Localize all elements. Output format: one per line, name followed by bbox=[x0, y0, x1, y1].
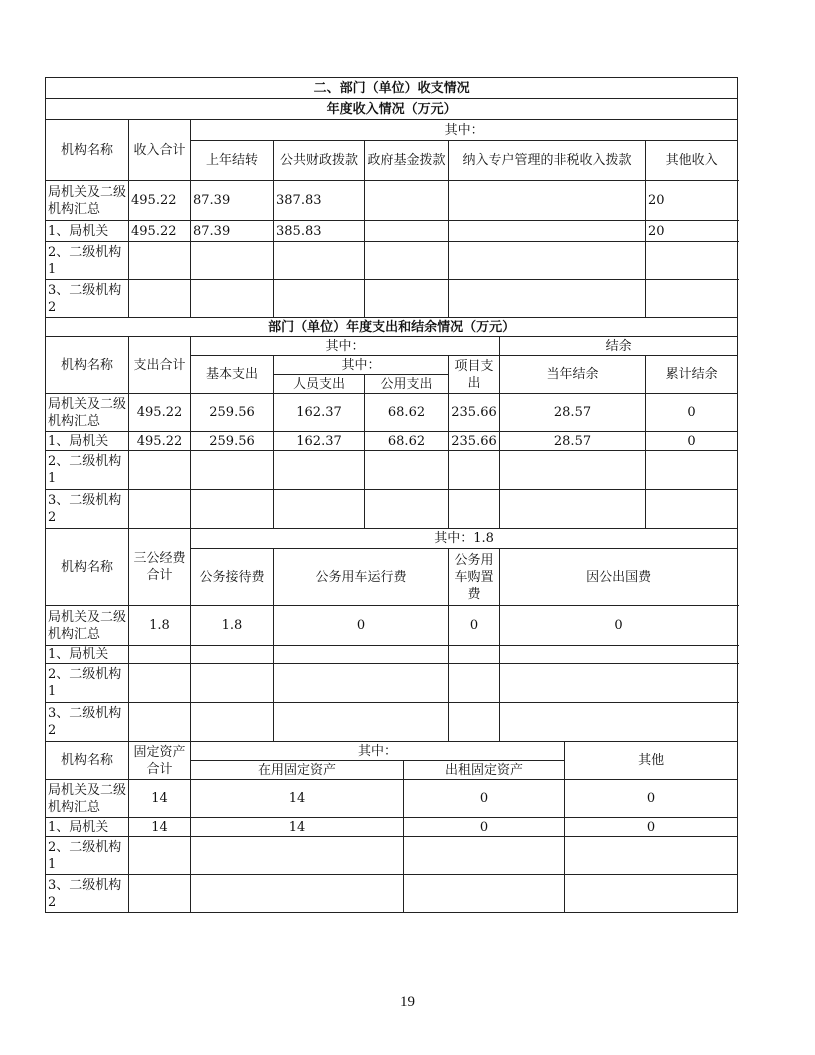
income-col-header: 公共财政拨款 bbox=[274, 141, 365, 181]
cell bbox=[274, 703, 449, 742]
cell: 28.57 bbox=[500, 432, 646, 451]
cell bbox=[449, 490, 500, 529]
cell: 495.22 bbox=[129, 432, 191, 451]
income-col-header: 政府基金拨款 bbox=[365, 141, 449, 181]
cell bbox=[274, 490, 365, 529]
current-balance-header: 当年结余 bbox=[500, 356, 646, 394]
cell bbox=[449, 703, 500, 742]
org-name: 3、二级机构2 bbox=[46, 875, 129, 913]
cell bbox=[565, 837, 738, 875]
expense-title: 部门（单位）年度支出和结余情况（万元） bbox=[46, 318, 738, 337]
cell bbox=[191, 242, 274, 280]
car-purchase-fee-header: 公务用车购置费 bbox=[449, 549, 500, 606]
table-row bbox=[46, 818, 738, 837]
cell bbox=[191, 703, 274, 742]
org-name: 1、局机关 bbox=[46, 818, 129, 837]
cell bbox=[274, 646, 449, 664]
income-title: 年度收入情况（万元） bbox=[46, 99, 738, 120]
cell bbox=[449, 221, 646, 242]
table-row bbox=[46, 280, 738, 318]
cell bbox=[449, 451, 500, 490]
cell bbox=[365, 451, 449, 490]
table-row bbox=[46, 221, 738, 242]
cell: 162.37 bbox=[274, 432, 365, 451]
cell bbox=[129, 875, 191, 913]
org-name: 2、二级机构1 bbox=[46, 837, 129, 875]
org-name: 局机关及二级机构汇总 bbox=[46, 181, 129, 221]
cell bbox=[274, 242, 365, 280]
in-use-assets-header: 在用固定资产 bbox=[191, 761, 404, 780]
budget-table bbox=[45, 77, 738, 913]
other-assets-header: 其他 bbox=[565, 742, 738, 780]
cell bbox=[274, 664, 449, 703]
table-row bbox=[46, 451, 738, 490]
cell bbox=[404, 875, 565, 913]
org-name: 2、二级机构1 bbox=[46, 451, 129, 490]
cell: 1.8 bbox=[129, 606, 191, 646]
cell bbox=[365, 280, 449, 318]
cell bbox=[500, 646, 738, 664]
income-col-header: 上年结转 bbox=[191, 141, 274, 181]
expense-org-header: 机构名称 bbox=[46, 337, 129, 394]
cell bbox=[129, 664, 191, 703]
project-expense-header: 项目支出 bbox=[449, 356, 500, 394]
cell: 0 bbox=[565, 818, 738, 837]
cell: 0 bbox=[500, 606, 738, 646]
cell: 1.8 bbox=[191, 606, 274, 646]
car-running-fee-header: 公务用车运行费 bbox=[274, 549, 449, 606]
org-name: 3、二级机构2 bbox=[46, 280, 129, 318]
cell bbox=[565, 875, 738, 913]
cell bbox=[646, 451, 738, 490]
basic-expense-header: 基本支出 bbox=[191, 356, 274, 394]
cell: 20 bbox=[646, 221, 738, 242]
assets-of-which-header: 其中： bbox=[191, 742, 565, 761]
cell bbox=[191, 490, 274, 529]
cell bbox=[365, 181, 449, 221]
cell bbox=[500, 703, 738, 742]
section-title: 二、部门（单位）收支情况 bbox=[46, 78, 738, 99]
cell: 385.83 bbox=[274, 221, 365, 242]
cumulative-balance-header: 累计结余 bbox=[646, 356, 738, 394]
cell bbox=[365, 242, 449, 280]
overseas-fee-header: 因公出国费 bbox=[500, 549, 738, 606]
income-of-which-header: 其中： bbox=[191, 120, 738, 141]
cell bbox=[646, 242, 738, 280]
org-name: 3、二级机构2 bbox=[46, 490, 129, 529]
balance-header: 结余 bbox=[500, 337, 738, 356]
cell: 14 bbox=[191, 780, 404, 818]
cell: 0 bbox=[404, 780, 565, 818]
cell: 14 bbox=[129, 818, 191, 837]
table-row bbox=[46, 646, 738, 664]
rented-assets-header: 出租固定资产 bbox=[404, 761, 565, 780]
cell: 495.22 bbox=[129, 394, 191, 432]
page-number: 19 bbox=[400, 994, 415, 1010]
assets-total-header: 固定资产合计 bbox=[129, 742, 191, 780]
cell: 387.83 bbox=[274, 181, 365, 221]
cell: 68.62 bbox=[365, 394, 449, 432]
cell: 0 bbox=[646, 394, 738, 432]
table-row bbox=[46, 664, 738, 703]
org-name: 局机关及二级机构汇总 bbox=[46, 606, 129, 646]
cell bbox=[129, 837, 191, 875]
org-name: 2、二级机构1 bbox=[46, 664, 129, 703]
cell bbox=[500, 490, 646, 529]
cell bbox=[274, 280, 365, 318]
table-row bbox=[46, 703, 738, 742]
three-public-of-which-header: 其中：1.8 bbox=[191, 529, 738, 549]
income-col-header: 纳入专户管理的非税收入拨款 bbox=[449, 141, 646, 181]
cell: 87.39 bbox=[191, 221, 274, 242]
cell: 259.56 bbox=[191, 394, 274, 432]
cell bbox=[129, 490, 191, 529]
table-row bbox=[46, 837, 738, 875]
income-col-header: 其他收入 bbox=[646, 141, 738, 181]
cell bbox=[500, 664, 738, 703]
public-expense-header: 公用支出 bbox=[365, 375, 449, 394]
income-org-header: 机构名称 bbox=[46, 120, 129, 181]
cell: 20 bbox=[646, 181, 738, 221]
org-name: 2、二级机构1 bbox=[46, 242, 129, 280]
personnel-expense-header: 人员支出 bbox=[274, 375, 365, 394]
cell bbox=[404, 837, 565, 875]
reception-fee-header: 公务接待费 bbox=[191, 549, 274, 606]
cell: 0 bbox=[449, 606, 500, 646]
cell: 14 bbox=[191, 818, 404, 837]
org-name: 局机关及二级机构汇总 bbox=[46, 394, 129, 432]
cell: 28.57 bbox=[500, 394, 646, 432]
cell bbox=[449, 664, 500, 703]
cell: 0 bbox=[646, 432, 738, 451]
expense-of-which-header: 其中： bbox=[191, 337, 500, 356]
org-name: 局机关及二级机构汇总 bbox=[46, 780, 129, 818]
cell: 162.37 bbox=[274, 394, 365, 432]
cell: 495.22 bbox=[129, 181, 191, 221]
cell bbox=[191, 646, 274, 664]
cell bbox=[129, 451, 191, 490]
cell bbox=[129, 646, 191, 664]
cell: 0 bbox=[404, 818, 565, 837]
cell bbox=[449, 242, 646, 280]
table-row bbox=[46, 490, 738, 529]
cell: 235.66 bbox=[449, 394, 500, 432]
table-row bbox=[46, 432, 738, 451]
cell: 87.39 bbox=[191, 181, 274, 221]
expense-total-header: 支出合计 bbox=[129, 337, 191, 394]
cell bbox=[191, 664, 274, 703]
table-row bbox=[46, 606, 738, 646]
cell: 0 bbox=[274, 606, 449, 646]
cell: 14 bbox=[129, 780, 191, 818]
org-name: 1、局机关 bbox=[46, 646, 129, 664]
cell: 259.56 bbox=[191, 432, 274, 451]
three-public-org-header: 机构名称 bbox=[46, 529, 129, 606]
three-public-total-header: 三公经费合计 bbox=[129, 529, 191, 606]
org-name: 1、局机关 bbox=[46, 432, 129, 451]
table-row bbox=[46, 780, 738, 818]
cell: 235.66 bbox=[449, 432, 500, 451]
cell: 495.22 bbox=[129, 221, 191, 242]
table-row bbox=[46, 181, 738, 221]
cell bbox=[129, 280, 191, 318]
cell bbox=[191, 875, 404, 913]
cell bbox=[129, 703, 191, 742]
table-row bbox=[46, 875, 738, 913]
cell bbox=[274, 451, 365, 490]
cell: 68.62 bbox=[365, 432, 449, 451]
cell bbox=[646, 490, 738, 529]
table-row bbox=[46, 242, 738, 280]
org-name: 3、二级机构2 bbox=[46, 703, 129, 742]
cell bbox=[129, 242, 191, 280]
cell bbox=[365, 221, 449, 242]
income-total-header: 收入合计 bbox=[129, 120, 191, 181]
table-row bbox=[46, 394, 738, 432]
cell bbox=[191, 280, 274, 318]
cell bbox=[449, 280, 646, 318]
cell: 0 bbox=[565, 780, 738, 818]
cell bbox=[365, 490, 449, 529]
basic-of-which-header: 其中： bbox=[274, 356, 449, 375]
cell bbox=[449, 646, 500, 664]
cell bbox=[449, 181, 646, 221]
cell bbox=[500, 451, 646, 490]
assets-org-header: 机构名称 bbox=[46, 742, 129, 780]
org-name: 1、局机关 bbox=[46, 221, 129, 242]
cell bbox=[191, 837, 404, 875]
cell bbox=[191, 451, 274, 490]
cell bbox=[646, 280, 738, 318]
